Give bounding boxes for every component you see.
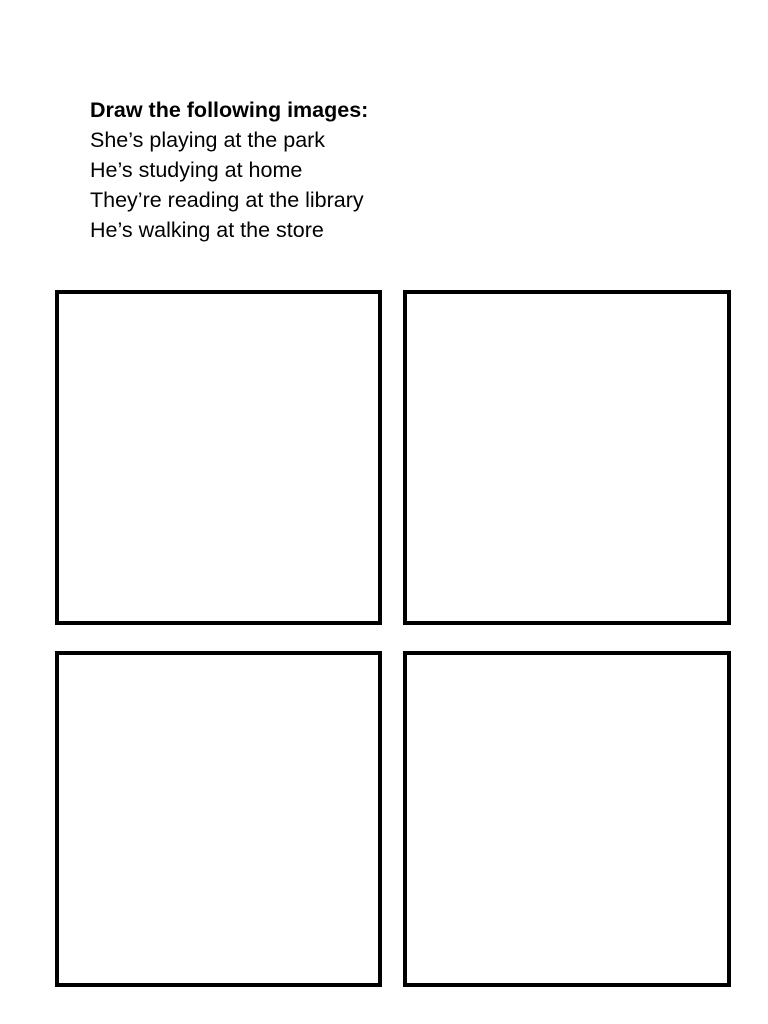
prompt-2: He’s studying at home [90,158,303,182]
prompt-4: He’s walking at the store [90,218,324,242]
drawing-box-1[interactable] [55,290,382,625]
worksheet-heading: Draw the following images: [90,98,369,122]
prompt-1: She’s playing at the park [90,128,326,152]
drawing-box-4[interactable] [403,651,731,987]
drawing-box-3[interactable] [55,651,382,987]
prompt-3: They’re reading at the library [90,188,364,212]
drawing-box-2[interactable] [403,290,731,625]
instructions-block [90,95,368,245]
